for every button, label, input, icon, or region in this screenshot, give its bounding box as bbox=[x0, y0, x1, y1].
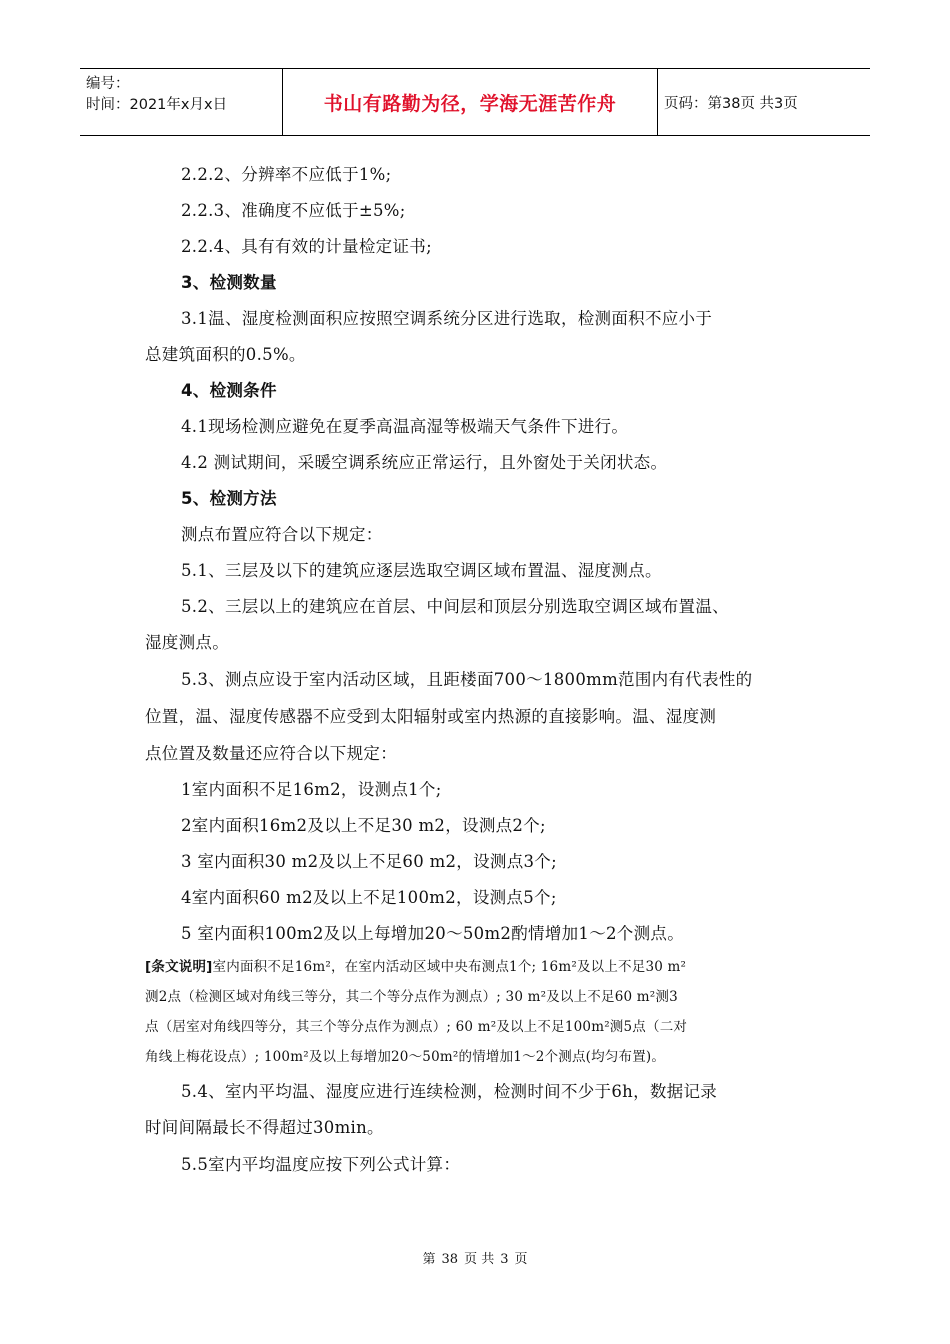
line-5-3-b: 位置，温、湿度传感器不应受到太阳辐射或室内热源的直接影响。温、湿度测 bbox=[145, 707, 717, 726]
line-5-5: 5.5室内平均温度应按下列公式计算： bbox=[181, 1155, 461, 1174]
footer-mid: 页 共 bbox=[464, 1252, 495, 1267]
line-rule-4: 4室内面积60 m2及以上不足100m2，设测点5个; bbox=[181, 888, 557, 907]
footer-total-pages: 3 bbox=[500, 1252, 509, 1267]
line-rule-2: 2室内面积16m2及以上不足30 m2，设测点2个; bbox=[181, 816, 546, 835]
line-layout-rule: 测点布置应符合以下规定： bbox=[181, 525, 383, 544]
line-5-2-b: 湿度测点。 bbox=[145, 633, 229, 652]
page-footer bbox=[0, 1248, 950, 1267]
line-5-4-b: 时间间隔最长不得超过30min。 bbox=[145, 1118, 384, 1137]
line-3-1-b: 总建筑面积的0.5%。 bbox=[145, 345, 306, 364]
line-rule-1: 1室内面积不足16m2，设测点1个; bbox=[181, 780, 442, 799]
line-5-3-c: 点位置及数量还应符合以下规定： bbox=[145, 744, 397, 763]
note-text-1: 室内面积不足16m²，在室内活动区域中央布测点1个; 16m²及以上不足30 m² bbox=[212, 959, 687, 975]
line-5-3-a: 5.3、测点应设于室内活动区域，且距楼面700～1800mm范围内有代表性的 bbox=[181, 670, 753, 689]
header-page-label: 页码：第38页 共3页 bbox=[664, 95, 798, 112]
line-5-2-a: 5.2、三层以上的建筑应在首层、中间层和顶层分别选取空调区域布置温、 bbox=[181, 597, 729, 616]
page-header bbox=[80, 68, 870, 136]
heading-detection-conditions: 4、检测条件 bbox=[181, 381, 277, 400]
line-3-1-a: 3.1温、湿度检测面积应按照空调系统分区进行选取，检测面积不应小于 bbox=[181, 309, 713, 328]
footer-page-number: 38 bbox=[441, 1252, 459, 1267]
note-line-4: 角线上梅花设点）; 100m²及以上每增加20～50m²的情增加1～2个测点(均匀布置)。 bbox=[145, 1049, 666, 1065]
line-rule-3: 3 室内面积30 m2及以上不足60 m2，设测点3个; bbox=[181, 852, 557, 871]
serial-label: 编号： bbox=[86, 76, 130, 92]
header-motto-cell bbox=[282, 69, 658, 135]
note-line-2: 测2点（检测区域对角线三等分，其二个等分点作为测点）; 30 m²及以上不足60 m²测3 bbox=[145, 989, 678, 1005]
line-5-4-a: 5.4、室内平均温、湿度应进行连续检测，检测时间不少于6h，数据记录 bbox=[181, 1082, 718, 1101]
line-2-2-4: 2.2.4、具有有效的计量检定证书; bbox=[181, 237, 432, 256]
line-2-2-2: 2.2.2、分辨率不应低于1%; bbox=[181, 165, 392, 184]
header-motto: 书山有路勤为径，学海无涯苦作舟 bbox=[323, 92, 617, 115]
line-5-1: 5.1、三层及以下的建筑应逐层选取空调区域布置温、湿度测点。 bbox=[181, 561, 662, 580]
heading-detection-quantity: 3、检测数量 bbox=[181, 273, 277, 292]
footer-prefix: 第 bbox=[422, 1252, 436, 1267]
heading-detection-method: 5、检测方法 bbox=[181, 489, 277, 508]
line-2-2-3: 2.2.3、准确度不应低于±5%; bbox=[181, 201, 406, 220]
note-line-1 bbox=[145, 955, 686, 975]
line-4-1: 4.1现场检测应避免在夏季高温高湿等极端天气条件下进行。 bbox=[181, 417, 629, 436]
footer-suffix: 页 bbox=[514, 1252, 528, 1267]
note-line-3: 点（居室对角线四等分，其三个等分点作为测点）; 60 m²及以上不足100m²测5点（二对 bbox=[145, 1019, 688, 1035]
line-rule-5: 5 室内面积100m2及以上每增加20～50m2酌情增加1～2个测点。 bbox=[181, 924, 685, 943]
note-label: [条文说明] bbox=[145, 959, 213, 975]
line-4-2: 4.2 测试期间，采暖空调系统应正常运行，且外窗处于关闭状态。 bbox=[181, 453, 668, 472]
header-meta bbox=[80, 69, 282, 135]
date-label: 时间：2021年x月x日 bbox=[86, 97, 228, 113]
